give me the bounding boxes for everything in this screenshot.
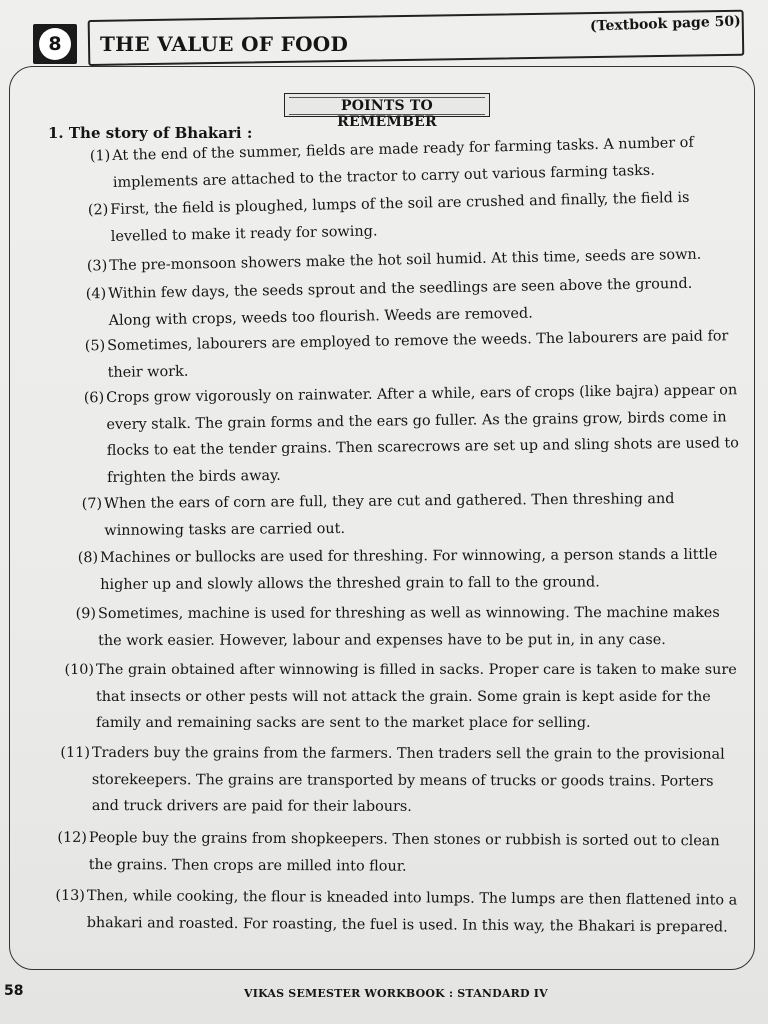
section-heading: 1. The story of Bhakari :	[48, 124, 253, 142]
item-text: Sometimes, machine is used for threshing as well as winnowing. The machine makes the work easier. However, labour and expenses have to be put in, in any case.	[98, 604, 720, 649]
item-number: (2)	[87, 202, 109, 219]
points-to-remember-text: POINTS TO REMEMBER	[289, 97, 485, 115]
item-number: (7)	[81, 496, 103, 513]
item-text: At the end of the summer, fields are made ready for farming tasks. A number of implements are attached to the tractor to carry out various farming tasks.	[112, 134, 694, 191]
chapter-number: 8	[39, 28, 71, 60]
chapter-number-badge	[33, 24, 77, 64]
item-text: First, the field is ploughed, lumps of the soil are crushed and finally, the field is levelled to make it ready for sowing.	[110, 189, 690, 245]
list-item	[77, 542, 740, 598]
item-text: When the ears of corn are full, they are cut and gathered. Then threshing and winnowing tasks are carried out.	[104, 491, 675, 539]
item-text: The grain obtained after winnowing is filled in sacks. Proper care is taken to make sure that insects or other pests will not attack the grain. Some grain is kept aside for the family and remaining sacks are sent to the market place for selling.	[96, 662, 737, 731]
list-item	[81, 485, 740, 544]
points-to-remember-label	[284, 93, 490, 130]
chapter-title: THE VALUE OF FOOD	[100, 32, 349, 56]
page-number: 58	[4, 983, 24, 999]
item-text: Within few days, the seeds sprout and the seedlings are seen above the ground. Along with crops, weeds too flourish. Weeds are removed.	[108, 275, 693, 329]
list-item	[83, 377, 741, 491]
list-item	[55, 883, 741, 941]
list-item	[75, 600, 740, 654]
item-text: Then, while cooking, the flour is kneaded into lumps. The lumps are then flattened into a bhakari and roasted. For roasting, the fuel is used. In this way, the Bhakari is prepared.	[86, 887, 738, 935]
item-number: (6)	[83, 390, 105, 407]
item-number: (8)	[77, 550, 99, 567]
item-text: The pre-monsoon showers make the hot soil humid. At this time, seeds are sown.	[109, 246, 702, 274]
item-number: (4)	[85, 286, 107, 303]
book-title: VIKAS SEMESTER WORKBOOK : STANDARD IV	[244, 987, 548, 1000]
textbook-page-reference: (Textbook page 50)	[589, 13, 741, 35]
item-number: (1)	[89, 148, 111, 165]
item-number: (11)	[60, 744, 90, 761]
item-number: (3)	[86, 258, 108, 275]
item-text: Machines or bullocks are used for threshing. For winnowing, a person stands a little higher up and slowly allows the threshed grain to fall to the ground.	[100, 546, 718, 593]
item-number: (5)	[84, 338, 106, 355]
item-text: People buy the grains from shopkeepers. Then stones or rubbish is sorted out to clean the grains. Then crops are milled into flour.	[88, 829, 720, 875]
item-number: (12)	[57, 829, 87, 846]
item-number: (13)	[55, 887, 85, 904]
list-item	[64, 657, 741, 737]
list-item	[60, 740, 742, 821]
list-item	[84, 323, 740, 386]
list-item	[57, 825, 741, 881]
item-text: Sometimes, labourers are employed to remove the weeds. The labourers are paid for their work.	[107, 328, 729, 381]
item-number: (10)	[64, 662, 94, 678]
item-text: Traders buy the grains from the farmers. Then traders sell the grain to the provisional storekeepers. The grains are transported by means of trucks or goods trains. Porters and truck drivers are paid for their labours.	[91, 745, 725, 815]
item-number: (9)	[75, 606, 97, 623]
item-text: Crops grow vigorously on rainwater. After a while, ears of crops (like bajra) appear on every stalk. The grain forms and the ears go fuller. As the grains grow, birds come in flocks to eat the tender grains. Then scarecrows are set up and sling shots are used to frighten the birds away.	[106, 382, 739, 486]
